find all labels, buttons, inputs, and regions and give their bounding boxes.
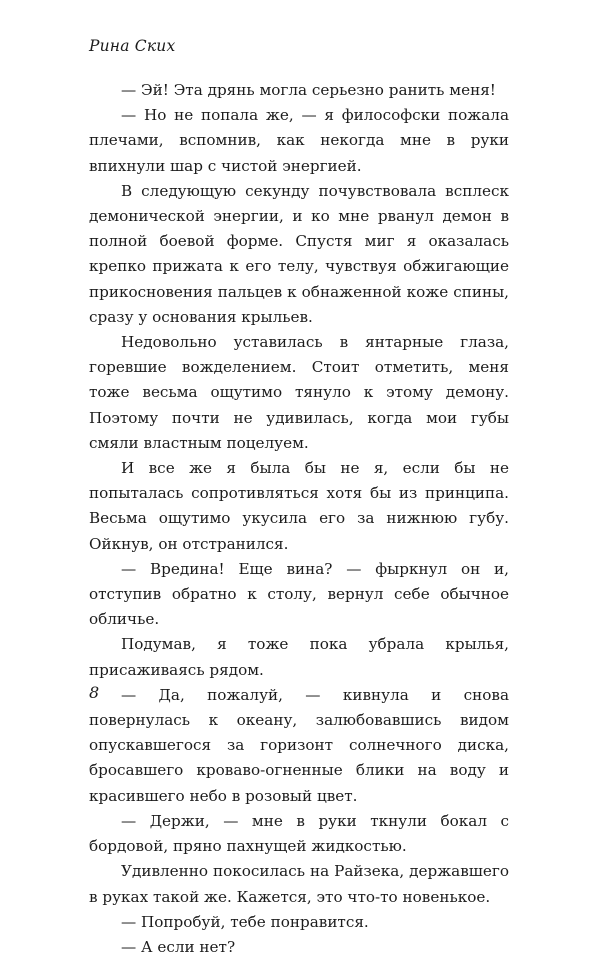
paragraph: — Попробуй, тебе понравится.: [121, 912, 369, 931]
paragraph: Подумав, я тоже пока убрала крылья, присаживаясь рядом.: [89, 635, 509, 679]
paragraph: Недовольно уставилась в янтарные глаза, горевшие вожделением. Стоит отметить, меня тоже весьма ощутимо тянуло к этому демону. Поэтому почти не удивилась, когда мои губы смяли властным поцелуем.: [89, 333, 509, 452]
paragraph: — Но не попала же, — я философски пожала плечами, вспомнив, как некогда мне в руки впихнули шар с чистой энергией.: [89, 106, 509, 175]
page-number: 8: [89, 683, 100, 702]
paragraph: И все же я была бы не я, если бы не попыталась сопротивляться хотя бы из принципа. Весьма ощутимо укусила его за нижнюю губу. Ойкнув, он отстранился.: [89, 459, 509, 553]
body-text: [89, 78, 509, 960]
paragraph: — Да, пожалуй, — кивнула и снова повернулась к океану, залюбовавшись видом опускавшегося за горизонт солнечного диска, бросавшего кроваво-огненные блики на воду и красившего небо в розовый цвет.: [89, 685, 509, 805]
paragraph: В следующую секунду почувствовала всплеск демонической энергии, и ко мне рванул демон в полной боевой форме. Спустя миг я оказалась крепко прижата к его телу, чувствуя обжигающие прикосновения пальцев к обнаженной коже спины, сразу у основания крыльев.: [89, 181, 509, 326]
paragraph: — Держи, — мне в руки ткнули бокал с бордовой, пряно пахнущей жидкостью.: [89, 811, 509, 856]
paragraph: — Эй! Эта дрянь могла серьезно ранить меня!: [121, 81, 496, 99]
paragraph: — А если нет?: [121, 937, 236, 956]
paragraph: Удивленно покосилась на Райзека, державшего в руках такой же. Кажется, это что-то новенькое.: [89, 862, 509, 906]
running-header-author: Рина Ских: [89, 37, 176, 55]
paragraph: — Вредина! Еще вина? — фыркнул он и, отступив обратно к столу, вернул себе обычное обличье.: [89, 559, 509, 629]
